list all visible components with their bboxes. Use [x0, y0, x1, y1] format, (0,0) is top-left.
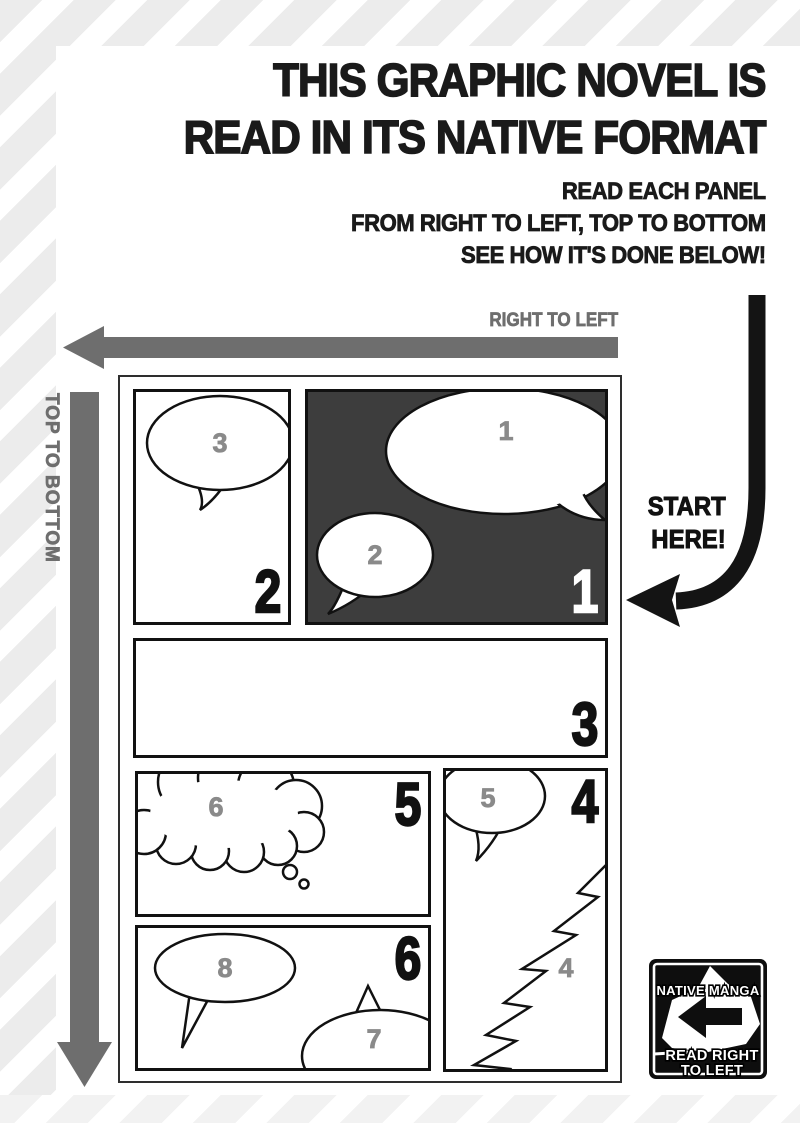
striped-border-bottom: [0, 1095, 800, 1123]
start-here-line-1: START: [648, 491, 726, 521]
panel-number: 3: [571, 690, 598, 758]
logo-line-2: READ RIGHT: [665, 1048, 759, 1064]
bubble-number: 8: [217, 953, 233, 983]
speech-bubble-7-icon: [302, 986, 428, 1068]
panel-number: 4: [571, 768, 598, 835]
striped-border-top: [0, 0, 800, 46]
speech-bubble-3-icon: [147, 396, 288, 510]
page-subtitle: [315, 176, 766, 272]
start-here-arrow-icon: [626, 295, 757, 627]
page-title: [133, 52, 766, 166]
panel-number: 2: [254, 557, 281, 625]
speech-bubble-5-icon: [446, 771, 545, 861]
title-line-1: THIS GRAPHIC NOVEL IS: [273, 54, 766, 106]
subtitle-line-1: READ EACH PANEL: [562, 178, 766, 205]
panel-5-art: [138, 771, 428, 914]
logo-title: NATIVE MANGA: [656, 983, 760, 998]
bubble-number: 3: [212, 428, 228, 458]
thought-bubble-6-icon: [138, 774, 324, 889]
comic-panel-3: [133, 638, 608, 758]
logo-line-3: TO LEFT: [680, 1063, 744, 1079]
title-line-2: READ IN ITS NATIVE FORMAT: [183, 111, 766, 163]
starburst-icon: [474, 853, 605, 1069]
comic-panel-6: [135, 925, 431, 1071]
start-here-line-2: HERE!: [651, 524, 726, 554]
top-to-bottom-label: TOP TO BOTTOM: [41, 393, 62, 563]
speech-bubble-2-icon: [317, 513, 433, 614]
bubble-number: 2: [367, 540, 383, 570]
subtitle-line-2: FROM RIGHT TO LEFT, TOP TO BOTTOM: [351, 210, 766, 237]
panel-number: 1: [571, 557, 598, 625]
bubble-number: 5: [480, 783, 496, 813]
right-to-left-arrow-icon: [63, 326, 618, 369]
panel-1-art: [308, 392, 605, 625]
demo-comic-page: [118, 375, 622, 1083]
bubble-number: 6: [208, 792, 224, 822]
panel-6-art: [138, 925, 428, 1068]
comic-panel-4: [443, 768, 608, 1072]
speech-bubble-8-icon: [155, 934, 295, 1048]
top-to-bottom-arrow-icon: [57, 392, 112, 1087]
comic-panel-1: [305, 389, 608, 625]
panel-number: 5: [394, 771, 421, 838]
right-to-left-label: RIGHT TO LEFT: [489, 310, 618, 331]
comic-panel-2: [133, 389, 291, 625]
burst-number: 4: [558, 953, 574, 983]
bubble-number: 7: [366, 1024, 382, 1054]
speech-bubble-1-icon: [386, 392, 605, 520]
native-manga-logo: [648, 958, 768, 1080]
subtitle-line-3: SEE HOW IT'S DONE BELOW!: [461, 242, 766, 269]
panel-number: 6: [394, 925, 421, 992]
comic-panel-5: [135, 771, 431, 917]
start-here-label: [648, 490, 726, 556]
bubble-number: 1: [498, 416, 514, 446]
